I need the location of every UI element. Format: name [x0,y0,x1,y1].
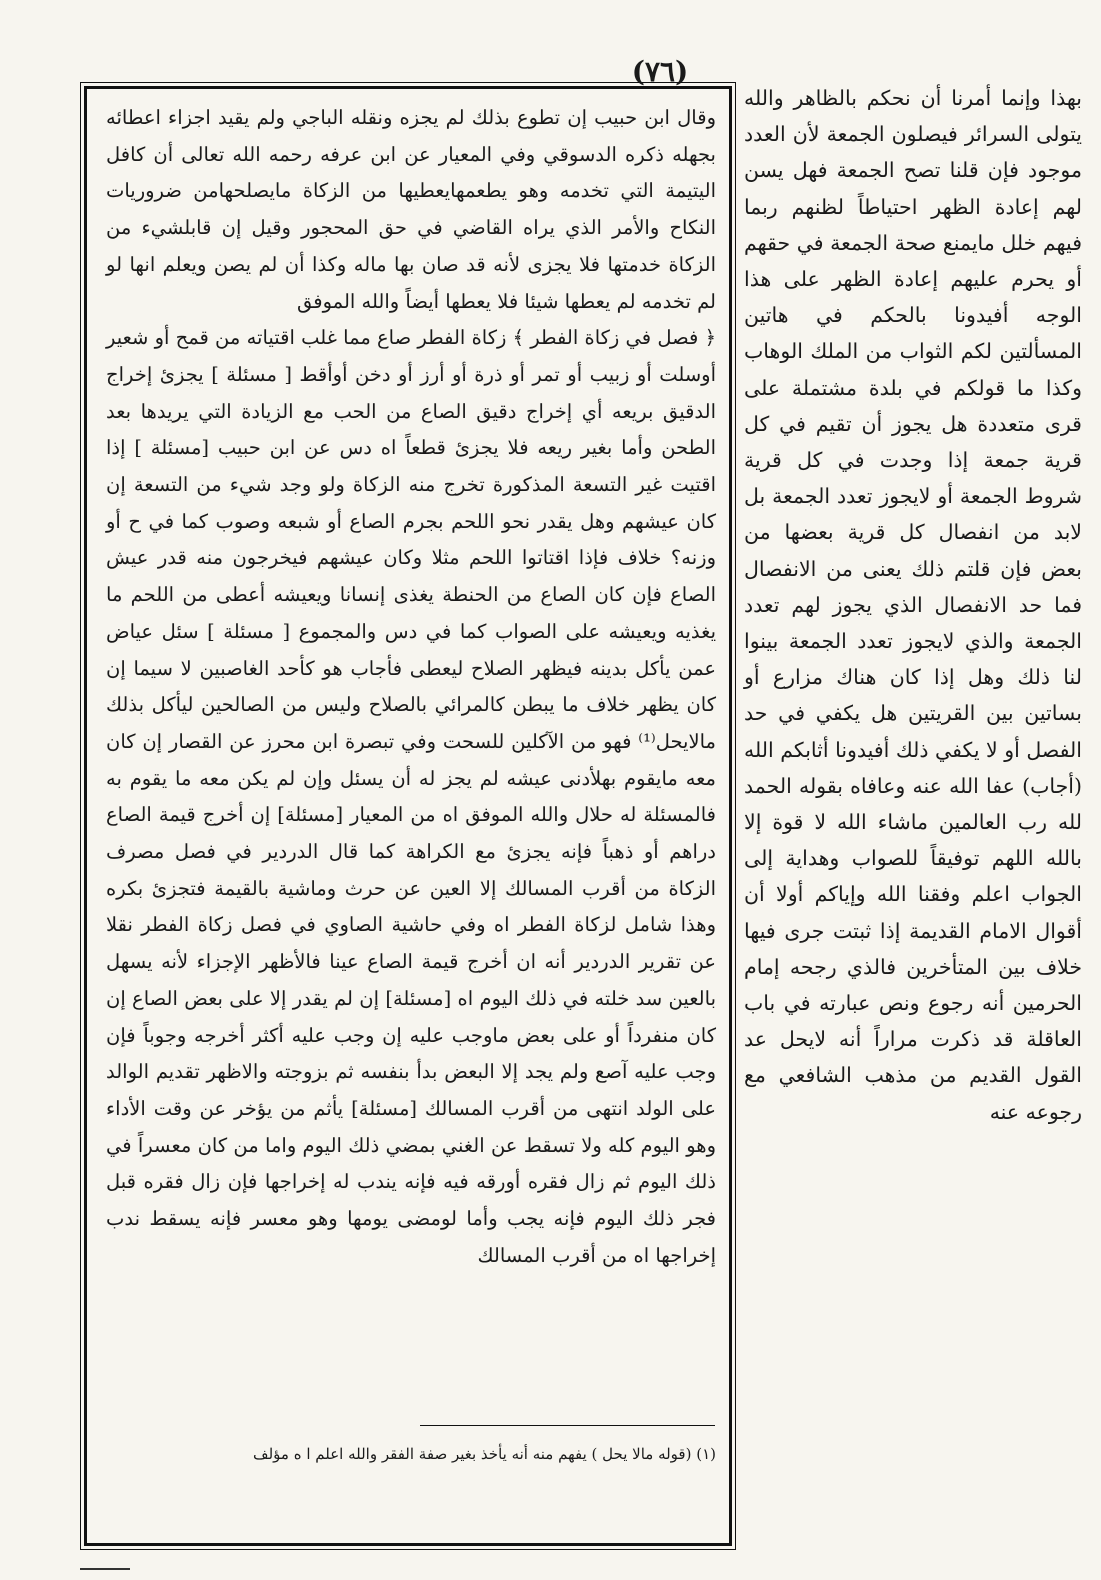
main-paragraph-intro: وقال ابن حبيب إن تطوع بذلك لم يجزه ونقله الباجي ولم يقيد اجزاء اعطائه بجهله ذكره الدسوقي وفي المعيار عن ابن عرفه رحمه الله تعالى أن كافل اليتيمة التي تخدمه وهو يطعمهايعطيها من الزكاة مايصلحهامن ضروريات النكاح والأمر الذي يراه القاضي في حق المحجور وقيل إن قابلشيء من الزكاة خدمتها فلا يجزى لأنه قد صان بها ماله وكذا أن لم يصن ويعلم انها لو لم تخدمه لم يعطها شيئا فلا يعطها أيضاً والله الموفق [106,106,716,313]
footnote-divider [420,1425,715,1426]
side-column [744,80,1082,1130]
main-text-block [106,100,716,1275]
side-column-text: بهذا وإنما أمرنا أن نحكم بالظاهر والله يتولى السرائر فيصلون الجمعة لأن العدد موجود فإن قلنا تصح الجمعة فهل يسن لهم إعادة الظهر احتياطاً لظنهم ربما فيهم خلل مايمنع صحة الجمعة في حقهم أو يحرم عليهم إعادة الظهر على هذا الوجه أفيدونا بالحكم في هاتين المسألتين لكم الثواب من الملك الوهاب وكذا ما قولكم في بلدة مشتملة على قرى متعددة هل يجوز أن تقيم في كل قرية جمعة إذا وجدت في كل قرية شروط الجمعة أو لايجوز تعدد الجمعة بل لابد من انفصال كل قرية بعضها من بعض فإن قلتم ذلك يعنى من الانفصال فما حد الانفصال الذي يجوز لهم تعدد الجمعة والذي لايجوز تعدد الجمعة بينوا لنا ذلك وهل إذا كان هناك مزارع أو بساتين بين القريتين هل يكفي في حد الفصل أو لا يكفي ذلك أفيدونا أثابكم الله (أجاب) عفا الله عنه وعافاه بقوله الحمد لله رب العالمين ماشاء الله لا قوة إلا بالله اللهم توفيقاً للصواب وهداية إلى الجواب اعلم وفقنا الله وإياكم أولا أن أقوال الامام القديمة إذا ثبتت جرى فيها خلاف بين المتأخرين فالذي رجحه إمام الحرمين أنه رجوع ونص عبارته في باب العاقلة قد ذكرت مراراً أنه لايحل عد القول القديم من مذهب الشافعي مع رجوعه عنه [744,86,1082,1124]
bottom-margin-mark [80,1568,130,1570]
main-paragraph-zakat-al-fitr: ﴿ فصل في زكاة الفطر ﴾ زكاة الفطر صاع مما غلب اقتياته من قمح أو شعير أوسلت أو زبيب أو تمر أو ذرة أو أرز أو دخن أوأقط [ مسئلة ] يجزئ إخراج الدقيق بريعه أي إخراج دقيق الصاع من الحب مع الزيادة التي يريدها بعد الطحن وأما بغير ريعه فلا يجزئ قطعاً اه دس عن ابن حبيب [مسئلة ] إذا اقتيت غير التسعة المذكورة تخرج منه الزكاة ولو وجد شيء من التسعة إن كان عيشهم وهل يقدر نحو اللحم بجرم الصاع أو شبعه وصوب كما في ح أو وزنه؟ خلاف فإذا اقتاتوا اللحم مثلا وكان عيشهم فيخرجون منه قدر عيش الصاع فإن كان الصاع من الحنطة يغذى إنسانا ويعيشه أعطى من اللحم ما يغذيه ويعيشه على الصواب كما في دس والمجموع [ مسئلة ] سئل عياض عمن يأكل بدينه فيظهر الصلاح ليعطى فأجاب هو كأحد الغاصبين لا سيما إن كان يظهر خلاف ما يبطن كالمرائي بالصلاح وليس من الصالحين ليأكل بذلك مالايحل⁽¹⁾ فهو من الآكلين للسحت وفي تبصرة ابن محرز عن القصار إن كان معه مايقوم بهلأدنى عيشه لم يجز له أن يسئل وإن لم يكن معه ما يقوم به فالمسئلة له حلال والله الموفق اه من المعيار [مسئلة] إن أخرج قيمة الصاع دراهم أو ذهباً فإنه يجزئ مع الكراهة كما قال الدردير في فصل مصرف الزكاة من أقرب المسالك إلا العين عن حرث وماشية بالقيمة فتجزئ بكره وهذا شامل لزكاة الفطر اه وفي حاشية الصاوي في فصل زكاة الفطر نقلا عن تقرير الدردير أنه ان أخرج قيمة الصاع عينا فالأظهر الإجزاء لأنه يسهل بالعين سد خلته في ذلك اليوم اه [مسئلة] إن لم يقدر إلا على بعض الصاع إن كان منفرداً أو على بعض ماوجب عليه إن وجب عليه أكثر أخرجه وجوباً فإن وجب عليه آصع ولم يجد إلا البعض بدأ بنفسه ثم بزوجته والاظهر تقديم الوالد على الولد انتهى من أقرب المسالك [مسئلة] يأثم من يؤخر عن وقت الأداء وهو اليوم كله ولا تسقط عن الغني بمضي ذلك اليوم واما من كان معسراً في ذلك اليوم ثم زال فقره أورقه فيه فإنه يندب له إخراجها فإن زال فقره قبل فجر ذلك اليوم فإنه يجب وأما لومضى يومها وهو معسر فإنه يسقط ندب إخراجها اه من أقرب المسالك [106,326,716,1267]
page-number: (٧٦) [631,55,689,88]
footnote: (١) (قوله مالا يحل ) يفهم منه أنه يأخذ بغير صفة الفقر والله اعلم ا ه مؤلف [253,1445,716,1463]
